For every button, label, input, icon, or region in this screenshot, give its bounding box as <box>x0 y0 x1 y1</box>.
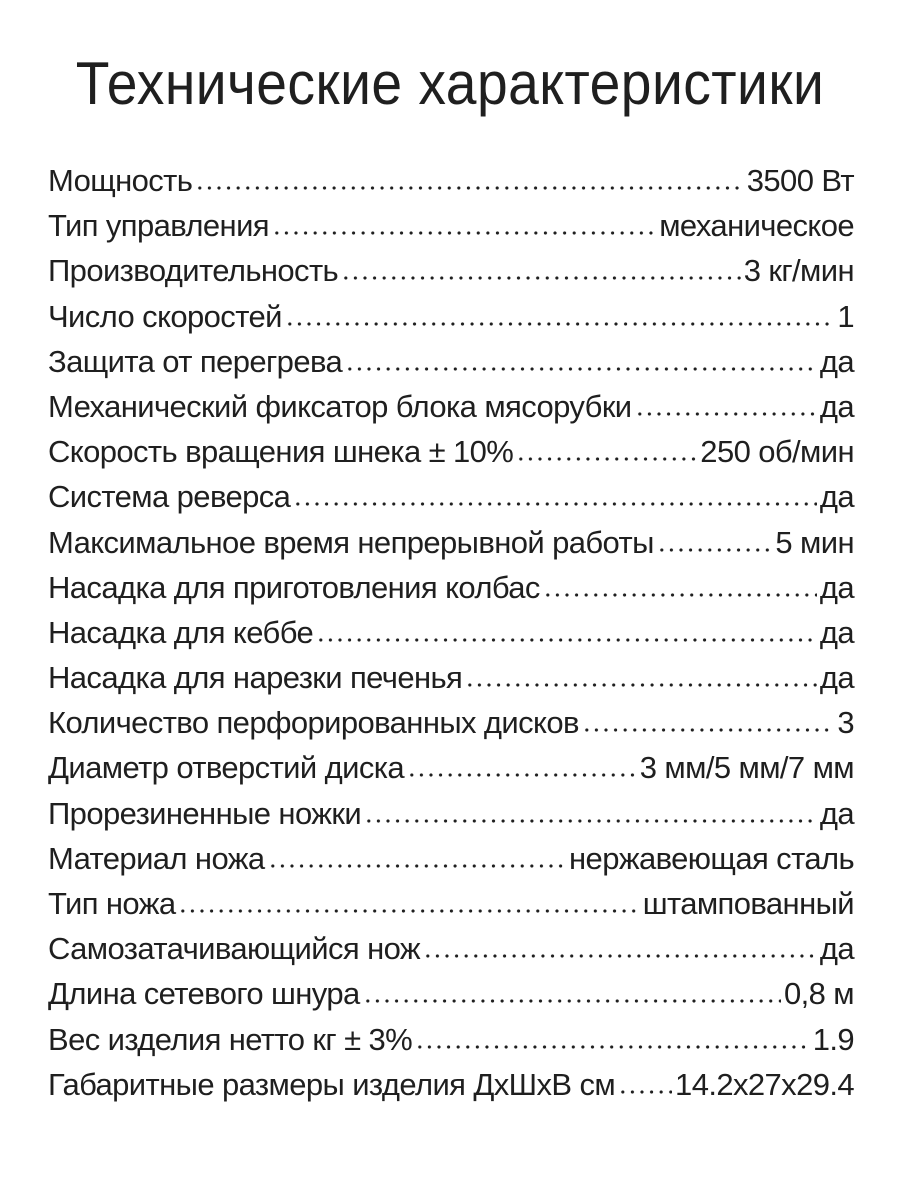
dot-leader <box>465 658 817 688</box>
spec-row-discs-count <box>48 700 854 745</box>
dot-leader <box>272 206 656 236</box>
spec-value: 3 кг/мин <box>743 253 854 289</box>
spec-row-dimensions <box>48 1062 854 1107</box>
spec-label: Насадка для приготовления колбас <box>48 569 540 605</box>
spec-value: да <box>819 660 854 696</box>
dot-leader <box>363 974 781 1004</box>
spec-row-capacity <box>48 248 854 293</box>
spec-label: Вес изделия нетто кг ± 3% <box>48 1021 413 1057</box>
spec-label: Количество перфорированных дисков <box>48 705 579 741</box>
spec-label: Максимальное время непрерывной работы <box>48 524 654 560</box>
page-title: Технические характеристики <box>75 50 825 117</box>
spec-row-blade-type <box>48 881 854 926</box>
dot-leader <box>423 929 817 959</box>
dot-leader <box>316 613 817 643</box>
spec-row-lock <box>48 384 854 429</box>
dot-leader <box>268 839 567 869</box>
spec-value: 5 мин <box>775 524 854 560</box>
dot-leader <box>582 703 834 733</box>
spec-value: 3500 Вт <box>746 163 854 198</box>
dot-leader <box>341 251 741 281</box>
dot-leader <box>635 387 817 417</box>
spec-row-net-weight <box>48 1017 854 1062</box>
spec-label: Тип управления <box>48 208 269 244</box>
spec-value: да <box>819 795 854 831</box>
spec-label: Диаметр отверстий диска <box>48 750 405 786</box>
spec-label: Самозатачивающийся нож <box>48 931 421 967</box>
spec-row-auger-speed <box>48 429 854 474</box>
spec-row-blade-material <box>48 836 854 881</box>
dot-leader <box>657 523 773 553</box>
spec-value: механическое <box>659 208 854 244</box>
spec-label: Механический фиксатор блока мясорубки <box>48 388 632 424</box>
spec-label: Габаритные размеры изделия ДхШхВ см <box>48 1066 616 1102</box>
dot-leader <box>407 748 637 778</box>
spec-row-kebbe-attachment <box>48 610 854 655</box>
spec-row-control-type <box>48 203 854 248</box>
spec-label: Система реверса <box>48 479 291 515</box>
spec-value: 1.9 <box>812 1021 854 1057</box>
dot-leader <box>516 432 697 462</box>
dot-leader <box>415 1020 810 1050</box>
spec-row-rubber-feet <box>48 791 854 836</box>
dot-leader <box>364 794 817 824</box>
spec-row-max-runtime <box>48 520 854 565</box>
spec-value: да <box>819 614 854 650</box>
spec-value: 14.2x27x29.4 <box>675 1066 854 1102</box>
spec-value: да <box>819 388 854 424</box>
spec-value: штампованный <box>642 886 854 921</box>
spec-label: Длина сетевого шнура <box>48 976 360 1012</box>
dot-leader <box>345 342 817 372</box>
spec-row-reverse <box>48 474 854 519</box>
spec-value: да <box>819 343 854 379</box>
dot-leader <box>285 297 835 327</box>
spec-label: Мощность <box>48 163 193 198</box>
spec-row-self-sharpening <box>48 926 854 971</box>
dot-leader <box>178 884 639 914</box>
spec-label: Тип ножа <box>48 886 176 921</box>
spec-value: 0,8 м <box>783 976 854 1012</box>
spec-row-disc-holes <box>48 745 854 790</box>
dot-leader <box>195 161 743 191</box>
spec-row-power <box>48 158 854 203</box>
spec-label: Насадка для кеббе <box>48 614 314 650</box>
dot-leader <box>618 1065 672 1095</box>
spec-label: Число скоростей <box>48 298 282 334</box>
spec-label: Прорезиненные ножки <box>48 795 362 831</box>
spec-value: да <box>819 569 854 605</box>
spec-value: да <box>819 931 854 967</box>
spec-label: Насадка для нарезки печенья <box>48 660 463 696</box>
spec-label: Защита от перегрева <box>48 343 343 379</box>
spec-value: 1 <box>837 298 854 334</box>
spec-row-cord-length <box>48 971 854 1016</box>
dot-leader <box>293 477 817 507</box>
spec-label: Скорость вращения шнека ± 10% <box>48 434 514 470</box>
spec-value: 250 об/мин <box>700 434 854 470</box>
spec-value: нержавеющая сталь <box>569 840 854 876</box>
spec-value: да <box>819 479 854 515</box>
spec-row-overheat-protection <box>48 339 854 384</box>
spec-row-sausage-attachment <box>48 565 854 610</box>
spec-label: Материал ножа <box>48 840 265 876</box>
dot-leader <box>543 568 817 598</box>
spec-list <box>48 158 854 1107</box>
spec-label: Производительность <box>48 253 339 289</box>
spec-value: 3 <box>837 705 854 741</box>
spec-row-cookie-attachment <box>48 655 854 700</box>
spec-value: 3 мм/5 мм/7 мм <box>639 750 854 786</box>
spec-row-speeds <box>48 294 854 339</box>
